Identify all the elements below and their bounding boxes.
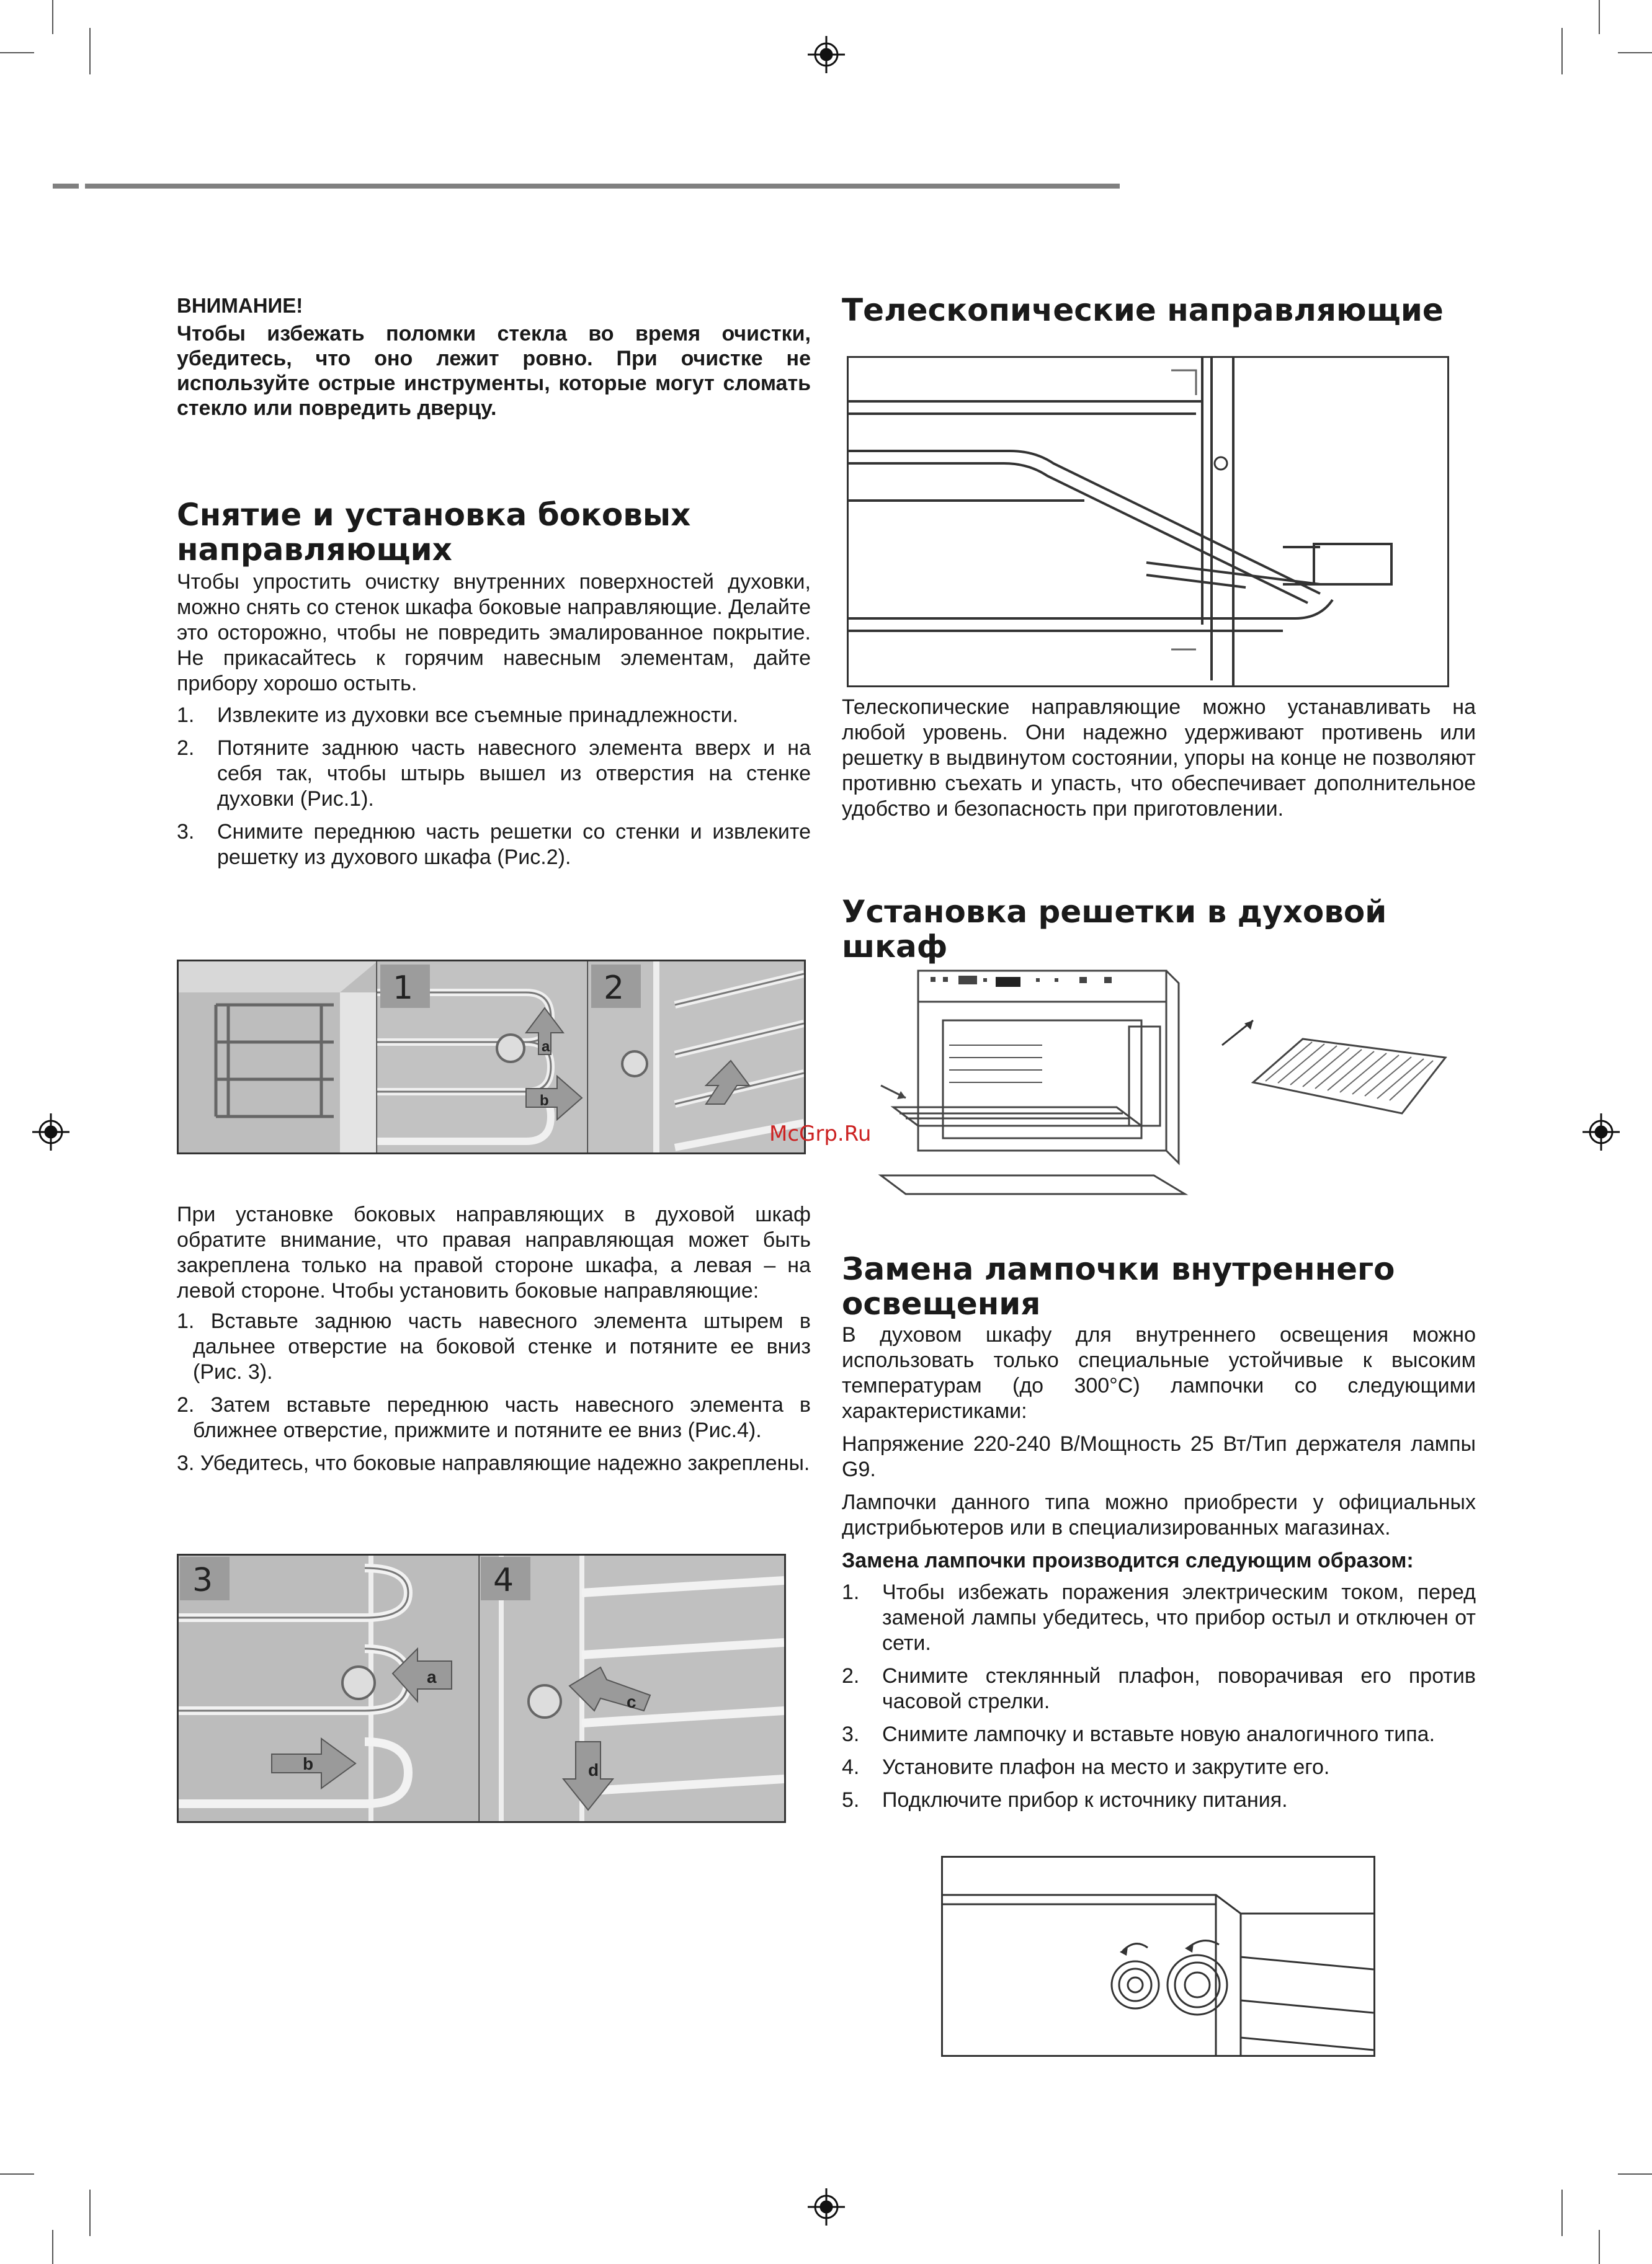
list-item: 3. Убедитесь, что боковые направляющие надежно закреплены. (177, 1451, 810, 1475)
grid-install-heading: Установка решетки в духовой шкаф (842, 894, 1387, 965)
telescopic-heading: Телескопические направляющие (842, 292, 1444, 328)
figure-4-label: 4 (493, 1562, 514, 1599)
oven-rack-illustration (856, 958, 1452, 1206)
lamp-section (842, 1252, 1476, 1821)
figure-1-label: 1 (393, 969, 414, 1007)
registration-mark-left (32, 1113, 69, 1151)
figure-3-label: 3 (192, 1562, 213, 1599)
lamp-steps (842, 1580, 1476, 1813)
warning-text: Чтобы избежать поломки стекла во время очистки, убедитесь, что оно лежит ровно. При очистке не используйте острые инструменты, которые могут сломать стекло или повредить дверцу. (177, 322, 811, 420)
warning-block (177, 293, 811, 421)
arrow-icon (1244, 1020, 1253, 1030)
registration-mark-bottom (808, 2188, 845, 2226)
registration-mark-right (1583, 1113, 1620, 1151)
list-item: 2. Потяните заднюю часть навесного элемента вверх и на себя так, чтобы штырь вышел из отверстия на стенке духовки (Рис.1). (177, 736, 811, 811)
figure-removal-strip (177, 960, 806, 1154)
oven-interior-illustration (179, 961, 377, 1152)
side-rails-intro: Чтобы упростить очистку внутренних поверхностей духовки, можно снять со стенок шкафа боковые направляющие. Делайте это осторожно, чтобы не повредить эмалированное покрытие. Не прикасайтесь к горячим навесным элементам, дайте прибору хорошо остыть. (177, 570, 811, 695)
lamp-intro: В духовом шкафу для внутреннего освещения можно использовать только специальные устойчивые к высоким температурам (до 300°С) лампочки со следующими характеристиками: (842, 1323, 1476, 1423)
telescopic-text: Телескопические направляющие можно устанавливать на любой уровень. Они надежно удерживают противень или решетку в выдвинутом состоянии, упоры на конце не позволяют противню съехать и упасть, что обеспечивает дополнительное удобство и безопасность при приготовлении. (842, 695, 1476, 821)
figure-4-illustration (480, 1556, 784, 1821)
svg-text:a: a (427, 1667, 437, 1687)
warning-title: ВНИМАНИЕ! (177, 294, 303, 317)
list-item: 1. Чтобы избежать поражения электрическим током, перед заменой лампы убедитесь, что прибор остыл и отключен от сети. (842, 1580, 1476, 1655)
svg-text:c: c (627, 1692, 636, 1711)
lamp-procedure-title: Замена лампочки производится следующим образом: (842, 1549, 1414, 1572)
lamp-heading: Замена лампочки внутреннего освещения (842, 1251, 1395, 1322)
install-section (177, 1202, 811, 1484)
removal-steps (177, 703, 811, 870)
figure-install-strip (177, 1554, 786, 1823)
side-rails-section (177, 497, 811, 878)
control-panel (931, 976, 1112, 987)
svg-text:a: a (542, 1038, 550, 1055)
list-item: 1. Вставьте заднюю часть навесного элемента штырем в дальнее отверстие на боковой стенке и потяните ее вниз (Рис. 3). (177, 1309, 811, 1384)
list-item: 5. Подключите прибор к источнику питания. (842, 1788, 1288, 1812)
telescopic-text-block (842, 695, 1476, 822)
svg-text:d: d (588, 1760, 599, 1780)
svg-text:b: b (303, 1754, 314, 1773)
grid-install-section (842, 894, 1476, 964)
list-item: 2. Затем вставьте переднюю часть навесного элемента в ближнее отверстие, прижмите и потяните ее вниз (Рис.4). (177, 1393, 811, 1442)
list-item: 1. Извлеките из духовки все съемные принадлежности. (177, 703, 739, 727)
list-item: 2. Снимите стеклянный плафон, поворачивая его против часовой стрелки. (842, 1664, 1476, 1713)
telescopic-section (842, 293, 1476, 328)
figure-2-label: 2 (604, 969, 625, 1007)
svg-text:b: b (540, 1092, 549, 1109)
lamp-figure (941, 1856, 1375, 2057)
list-item: 4. Установите плафон на место и закрутите его. (842, 1755, 1330, 1779)
install-intro: При установке боковых направляющих в духовой шкаф обратите внимание, что правая направляющая может быть закреплена только на правой стороне шкафа, а левая – на левой стороне. Чтобы установить боковые направляющие: (177, 1203, 811, 1303)
list-item: 3. Снимите переднюю часть решетки со стенки и извлеките решетку из духового шкафа (Рис.2). (177, 820, 811, 869)
telescopic-rails-figure (847, 356, 1449, 687)
side-rails-heading: Снятие и установка боковых направляющих (177, 497, 691, 568)
header-rule (53, 184, 1120, 189)
install-steps (177, 1309, 811, 1476)
lamp-specs: Напряжение 220-240 В/Мощность 25 Вт/Тип держателя лампы G9. (842, 1432, 1476, 1481)
list-item: 3. Снимите лампочку и вставьте новую аналогичного типа. (842, 1723, 1435, 1746)
figure-1-illustration (377, 961, 588, 1152)
registration-mark-top (808, 36, 845, 73)
watermark: McGrp.Ru (769, 1121, 872, 1146)
lamp-buy: Лампочки данного типа можно приобрести у официальных дистрибьютеров или в специализированных магазинах. (842, 1491, 1476, 1540)
